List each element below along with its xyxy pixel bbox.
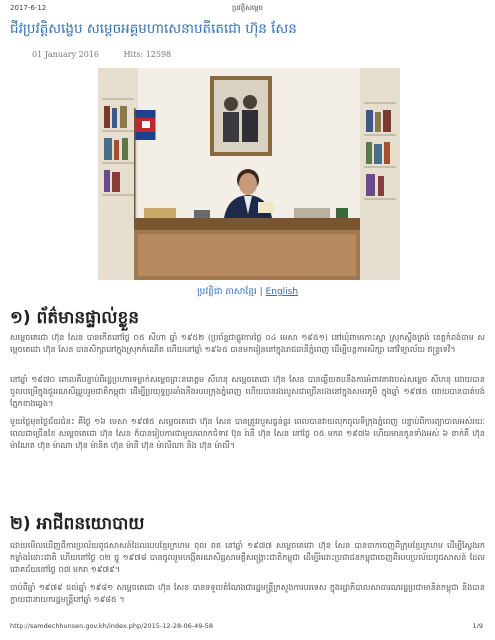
section-paragraph: មួយថ្ងៃមុនថ្ងៃជ័យជំនះ គឺថ្ងៃ ១៦ មេសា ១៩៧៥ សម្តេចតេជោ ហ៊ុន សែន បានត្រូវរបួសធ្ងន់ធ្ងរ ពេលបានវាយលុកចូលទីក្រុងភ្នំពេញ បន្ទាប់ពីការព្យាបាលអស់រយៈពេលជាច្រើនខែ សម្តេចតេជោ ហ៊ុន សែន ក៏បានរៀបការជាមួយលោកជំទាវ ប៊ុន រ៉ានី ហ៊ុន សែន នៅថ្ងៃ ០៥ មករា ១៩៧៦ ហើយមានកូនទាំងអស់ ៦ នាក់គឺ ហ៊ុន ម៉ាណែត ហ៊ុន ម៉ាណា ហ៊ុន ម៉ានិត ហ៊ុន ម៉ានី ហ៊ុន ម៉ាលីណា និង ហ៊ុន ម៉ាលី។ xyxy=(10,417,485,450)
print-date: 2017-6-12 xyxy=(10,4,47,12)
article-photo xyxy=(98,68,400,280)
hits-label: Hits: xyxy=(123,50,144,59)
khmer-language-link[interactable]: ប្រវត្តិជា ភាសាខ្មែរ xyxy=(196,287,257,297)
page-number: 1/9 xyxy=(472,622,483,630)
section-paragraph: សម្តេចតេជោ ហ៊ុន សែន បានកើតនៅថ្ងៃ ០៥ សីហា ឆ្នាំ ១៩៥២ (ប្រព័ន្ធជាផ្លូវការថ្ងៃ ០៤ មេសា ១៩៥១) នៅឃុំពាមកោះស្នា ស្រុកស្ទឹងត្រង់ ខេត្តកំពង់ចាម សម្តេចតេជោ ហ៊ុន សែន បានសិក្សានៅក្នុងស្រុកកំណើត ហើយនៅឆ្នាំ ១៩៦៥ បានមករៀននៅក្នុងរាជធានីភ្នំពេញ ដើម្បីបន្តការសិក្សា នៅវិទ្យាល័យ ឥន្ទ្រទេវី។ xyxy=(10,333,485,354)
print-footer xyxy=(0,622,495,634)
article-date: 01 January 2016 xyxy=(32,50,100,59)
english-language-link[interactable]: English xyxy=(265,287,299,297)
section-paragraph: ចាប់ពីឆ្នាំ ១៩៧៩ ដល់ឆ្នាំ ១៩៨១ សម្តេចតេជោ ហ៊ុន សែន បានទទួលតំណែងជារដ្ឋមន្ត្រីក្រសួងការបរទេស ក្នុងរដ្ឋាភិបាលសាធារណរដ្ឋប្រជាមានិតកម្ពុជា និងបានក្លាយជានាយករដ្ឋមន្ត្រីនៅឆ្នាំ ១៩៨៥ ។ xyxy=(10,583,485,604)
section-paragraph: នៅឆ្នាំ ១៩៧០ ពោលគឺបន្ទាប់ពីរដ្ឋប្រហារទម្លាក់សម្តេចព្រះនរោត្តម សីហនុ សម្តេចតេជោ ហ៊ុន សែន បានឆ្លើយតបនឹងការអំពាវនាវរបស់សម្តេច សីហនុ ដោយបានចូលបម្រើក្នុងជួររណសិរ្សរួបរួមជាតិកម្ពុជា ដើម្បីប្រយុទ្ធប្រឆាំងនឹងរបបក្រុងភ្នំពេញ ហើយបានរងរបួសជាច្រើនដងនៅក្នុងសមរភូមិ ក្នុងឆ្នាំ ១៩៧៥ ដោយបានបាត់បង់ភ្នែកខាងឆ្វេង។ xyxy=(10,375,485,408)
section-heading-personal: ១) ព័ត៌មានផ្ទាល់ខ្លួន xyxy=(10,308,140,328)
print-header xyxy=(0,4,495,16)
print-site-title: ប្រវត្តិសម្តេច xyxy=(232,4,263,12)
article-meta xyxy=(32,50,171,59)
page-url: http://samdechhunsen.gov.kh/index.php/2015-12-28-06-49-58 xyxy=(10,622,213,630)
section-paragraph: ដោយមើលឃើញពីការប្រល័យពូជសាសន៍ដែលរបបខ្មែរក្រហម ពុល ពត នៅឆ្នាំ ១៩៧៧ សម្តេចតេជោ ហ៊ុន សែន បានចាកចេញពីក្រុមខ្មែរក្រហម ដើម្បីស្វែងរកកម្លាំងរំដោះជាតិ ហើយនៅថ្ងៃ ០២ ធ្នូ ១៩៧៨ បានចូលរួមបង្កើតរណសិរ្សសាមគ្គីសង្គ្រោះជាតិកម្ពុជា ដើម្បីរំដោះប្រជាជនកម្ពុជាចេញពីរបបប្រល័យពូជសាសន៍ ដែលជោគជ័យនៅថ្ងៃ ០៧ មករា ១៩៧៩។ xyxy=(10,541,485,574)
section-heading-political: ២) អាជីពនយោបាយ xyxy=(10,514,145,534)
office-scene-illustration xyxy=(98,68,400,280)
language-caption xyxy=(0,286,495,299)
article-title[interactable]: ជីវប្រវត្តិសង្ខេប សម្តេចអគ្គមហាសេនាបតីតេជោ ហ៊ុន សែន xyxy=(10,21,297,37)
hits-counter xyxy=(124,50,172,59)
caption-separator: | xyxy=(259,287,263,297)
hits-value: 12598 xyxy=(145,50,172,59)
